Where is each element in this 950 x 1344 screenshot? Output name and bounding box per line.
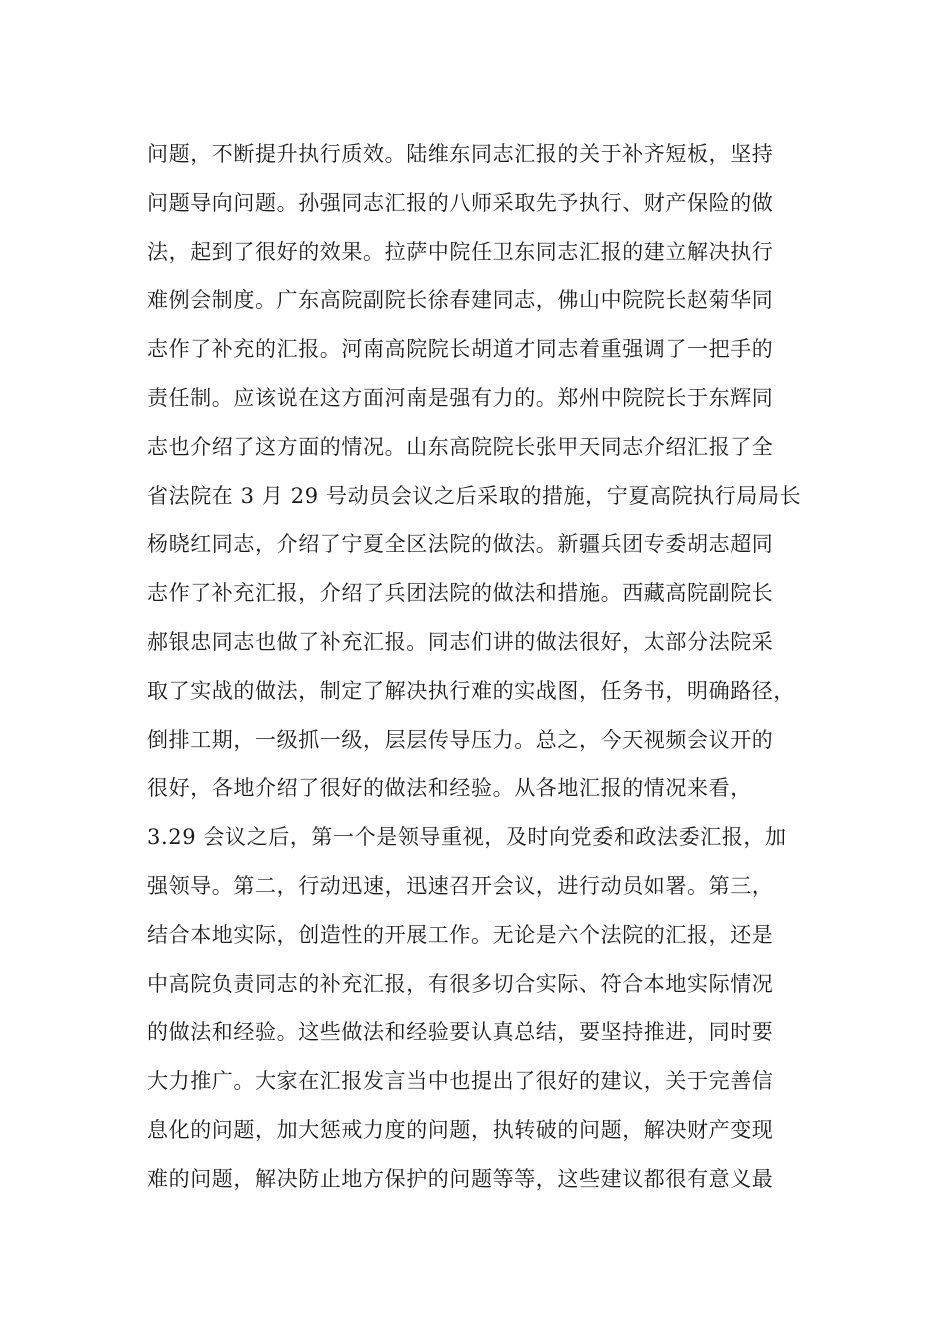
text-line-17: 结合本地实际，创造性的开展工作。无论是六个法院的汇报，还是 xyxy=(147,922,774,947)
text-line-8: 省法院在 3 月 29 号动员会议之后采取的措施，宁夏高院执行局局长 xyxy=(147,483,802,508)
text-line-21: 息化的问题，加大惩戒力度的问题，执转破的问题，解决财产变现 xyxy=(147,1117,774,1142)
text-line-22: 难的问题，解决防止地方保护的问题等等，这些建议都很有意义最 xyxy=(147,1166,774,1191)
text-line-14: 很好，各地介绍了很好的做法和经验。从各地汇报的情况来看， xyxy=(147,776,752,801)
text-line-10: 志作了补充汇报，介绍了兵团法院的做法和措施。西藏高院副院长 xyxy=(147,581,774,606)
text-line-15: 3.29 会议之后，第一个是领导重视，及时向党委和政法委汇报，加 xyxy=(147,825,787,850)
text-line-16: 强领导。第二，行动迅速，迅速召开会议，进行动员如署。第三， xyxy=(147,873,774,898)
text-line-3: 法，起到了很好的效果。拉萨中院任卫东同志汇报的建立解决执行 xyxy=(147,239,774,264)
text-line-11: 郝银忠同志也做了补充汇报。同志们讲的做法很好，太部分法院采 xyxy=(147,629,774,654)
text-line-13: 倒排工期，一级抓一级，层层传导压力。总之，今天视频会议开的 xyxy=(147,727,774,752)
text-line-1: 问题，不断提升执行质效。陆维东同志汇报的关于补齐短板，坚持 xyxy=(147,142,774,166)
text-line-6: 责任制。应该说在这方面河南是强有力的。郑州中院院长于东辉同 xyxy=(147,385,774,410)
text-line-2: 问题导向问题。孙强同志汇报的八师采取先予执行、财产保险的做 xyxy=(147,190,774,215)
text-line-5: 志作了补充的汇报。河南高院院长胡道才同志着重强调了一把手的 xyxy=(147,337,774,362)
text-line-20: 大力推广。大家在汇报发言当中也提出了很好的建议，关于完善信 xyxy=(147,1069,774,1094)
text-line-4: 难例会制度。广东高院副院长徐春建同志，佛山中院院长赵菊华同 xyxy=(147,288,774,313)
text-line-18: 中高院负责同志的补充汇报，有很多切合实际、符合本地实际情况 xyxy=(147,971,774,996)
text-line-9: 杨晓红同志，介绍了宁夏全区法院的做法。新疆兵团专委胡志超同 xyxy=(147,532,774,557)
body-text xyxy=(147,130,837,1204)
text-line-7: 志也介绍了这方面的情况。山东高院院长张甲天同志介绍汇报了全 xyxy=(147,434,774,459)
text-line-12: 取了实战的做法，制定了解决执行难的实战图，任务书，明确路径， xyxy=(147,678,795,703)
text-line-19: 的做法和经验。这些做法和经验要认真总结，要坚持推进，同时要 xyxy=(147,1020,774,1045)
